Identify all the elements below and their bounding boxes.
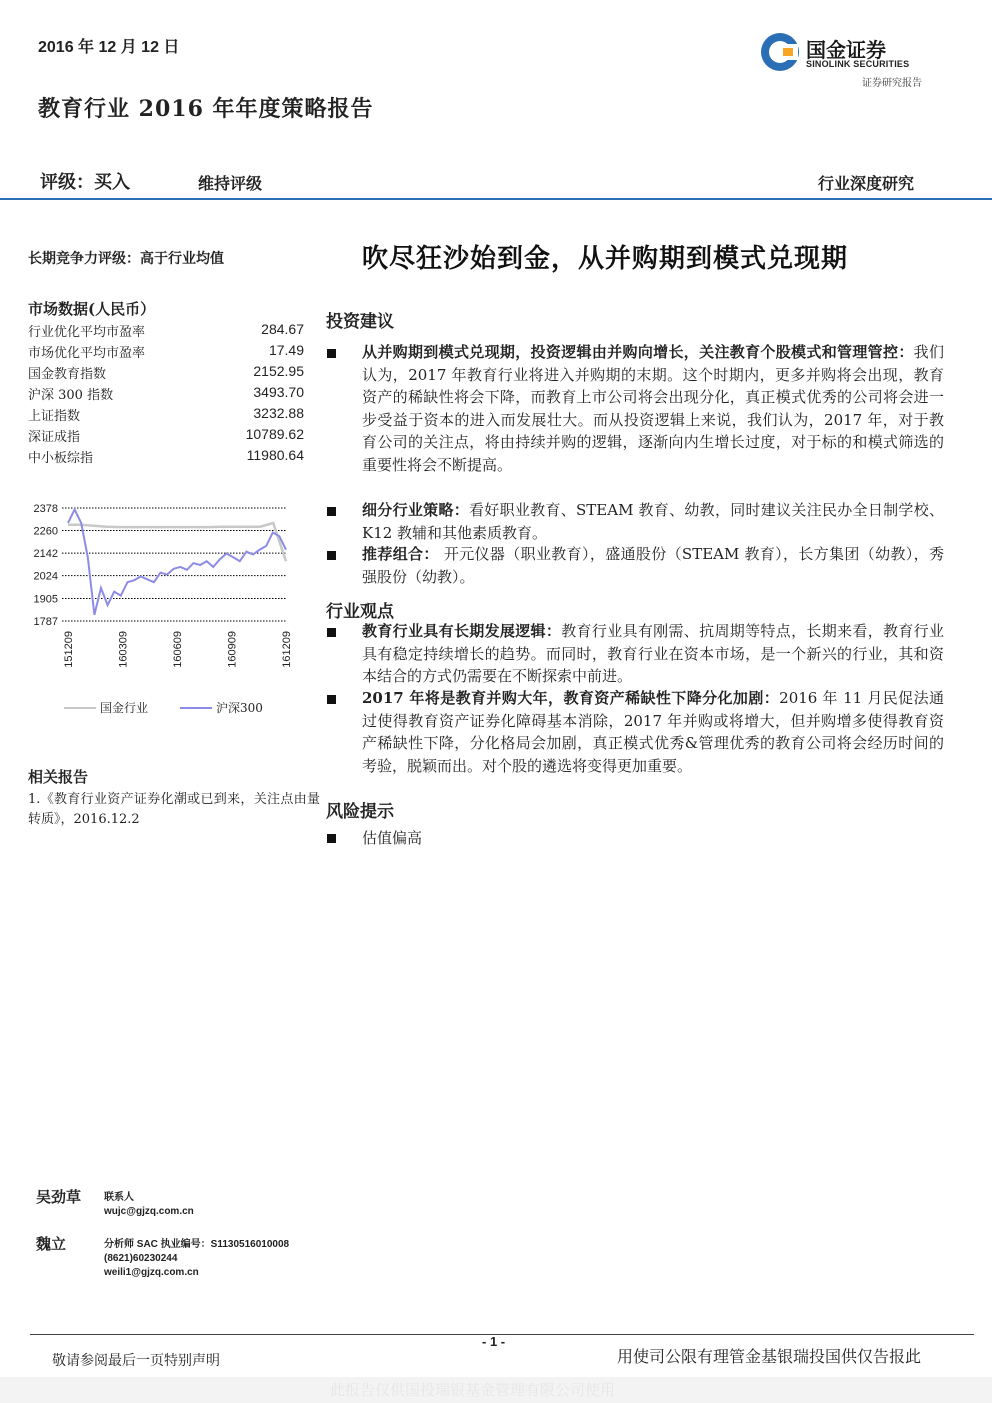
market-row — [28, 342, 304, 363]
bullet-icon — [327, 507, 336, 516]
chart-legend-label: 国金行业 — [100, 701, 149, 715]
chart-y-tick-label: 2142 — [33, 548, 58, 561]
market-data-title: 市场数据(人民币） — [28, 300, 156, 318]
market-value: 2152.95 — [253, 363, 304, 379]
market-label: 行业优化平均市盈率 — [28, 325, 146, 340]
page-number: - 1 - — [482, 1334, 506, 1349]
market-row — [28, 426, 304, 447]
report-type: 行业深度研究 — [818, 174, 915, 193]
market-row — [28, 384, 304, 405]
market-value: 284.67 — [261, 321, 304, 337]
analyst-info — [104, 1238, 289, 1280]
chart-x-tick-label: 151209 — [63, 631, 75, 668]
view-item-text: 教育行业具有刚需、抗周期等特点，长期来看，教育行业具有稳定持续增长的趋势。而同时，教育行业在资本市场，是一个新兴的行业，其和资本结合的方式仍需要在不断探索中前进。 — [362, 622, 944, 685]
logo-subtitle: 证券研究报告 — [862, 78, 922, 89]
market-value: 11980.64 — [246, 447, 304, 463]
footer-disclaimer-note: 敬请参阅最后一页特别声明 — [52, 1353, 220, 1369]
invest-item — [362, 543, 944, 588]
bullet-icon — [327, 695, 336, 704]
related-report-link[interactable]: 1.《教育行业资产证券化潮或已到来，关注点由量转质》，2016.12.2 — [28, 792, 320, 827]
analyst-name: 魏立 — [36, 1235, 67, 1253]
view-item — [362, 687, 944, 777]
chart-y-tick-label: 2024 — [33, 570, 58, 583]
bullet-icon — [327, 349, 336, 358]
competitiveness-rating: 长期竞争力评级：高于行业均值 — [28, 251, 224, 267]
view-item-heading: 2017 年将是教育并购大年，教育资产稀缺性下降分化加剧： — [362, 689, 780, 707]
analyst-sac: 分析师 SAC 执业编号：S1130516010008 — [104, 1239, 290, 1250]
main-title: 吹尽狂沙始到金，从并购期到模式兑现期 — [362, 244, 849, 274]
index-line-chart — [20, 492, 320, 722]
market-value: 10789.62 — [245, 426, 304, 442]
rating: 评级：买入 — [40, 172, 130, 193]
invest-item-heading: 推荐组合： — [362, 545, 439, 563]
market-row — [28, 405, 304, 426]
analyst-email[interactable]: weili1@gjzq.com.cn — [104, 1267, 199, 1278]
market-label: 上证指数 — [28, 409, 81, 424]
market-label: 中小板综指 — [28, 451, 94, 466]
analyst-email[interactable]: wujc@gjzq.com.cn — [104, 1206, 194, 1217]
analyst-info — [104, 1191, 194, 1219]
risk-section-title: 风险提示 — [326, 802, 394, 822]
chart-y-tick-label: 2260 — [33, 525, 58, 538]
view-item — [362, 620, 944, 688]
chart-x-tick-label: 160309 — [117, 631, 130, 668]
view-item-text: 2016 年 11 月民促法通过使得教育资产证券化障碍基本消除，2017 年并购或将增大，但并购增多使得教育资产稀缺性下降，分化格局会加剧，真正模式优秀&管理优秀的教育公司将会经历时间的考验，脱颖而出。对个股的遴选将变得更加重要。 — [362, 689, 944, 775]
market-label: 市场优化平均市盈率 — [28, 346, 146, 361]
chart-y-tick-label: 2378 — [33, 503, 58, 515]
market-label: 沪深 300 指数 — [28, 388, 114, 403]
chart-x-tick-label: 161209 — [281, 631, 293, 668]
invest-item — [362, 499, 944, 544]
view-section-title: 行业观点 — [326, 602, 394, 622]
chart-y-tick-label: 1905 — [33, 593, 58, 606]
invest-item-text: 我们认为，2017 年教育行业将进入并购期的末期。这个时期内，更多并购将会出现，教育资产的稀缺性将会下降，而教育上市公司将会出现分化，真正模式优秀的公司将会进一步受益于资本的进入而发展壮大。而从投资逻辑上来说，我们认为，2017 年，对于教育公司的关注点，将由持续并购的逻辑，逐渐向内生增长过度，对于标的和模式筛选的重要性将会不断提高。 — [362, 343, 944, 474]
analyst-name: 吴劲草 — [36, 1188, 82, 1206]
related-reports-title: 相关报告 — [28, 768, 89, 786]
analyst-phone: (8621)60230244 — [104, 1253, 178, 1264]
risk-item: 估值偏高 — [362, 829, 423, 847]
market-row — [28, 321, 304, 342]
chart-y-tick-label: 1787 — [33, 616, 58, 628]
market-row — [28, 363, 304, 384]
analyst-role: 联系人 — [104, 1192, 134, 1203]
invest-item — [362, 341, 944, 476]
market-value: 17.49 — [268, 342, 304, 358]
invest-item-text: 看好职业教育、STEAM 教育、幼教，同时建议关注民办全日制学校、K12 教辅和其他素质教育。 — [362, 501, 944, 542]
market-label: 国金教育指数 — [28, 367, 107, 382]
bullet-icon — [327, 551, 336, 560]
chart-legend-label: 沪深300 — [216, 701, 263, 715]
chart-x-tick-label: 160909 — [226, 631, 239, 668]
market-row — [28, 447, 304, 468]
watermark: 此报告仅供国投瑞银基金管理有限公司使用 — [330, 1382, 616, 1399]
market-label: 深证成指 — [28, 430, 81, 445]
header-divider — [0, 198, 992, 200]
invest-item-heading: 细分行业策略： — [362, 501, 470, 519]
market-value: 3232.88 — [253, 405, 304, 421]
logo-text-en: SINOLINK SECURITIES — [806, 59, 910, 69]
market-value: 3493.70 — [253, 384, 304, 400]
bullet-icon — [327, 834, 336, 843]
view-item-heading: 教育行业具有长期发展逻辑： — [362, 622, 562, 640]
logo-text-cn: 国金证券 — [806, 40, 886, 62]
invest-item-text: 开元仪器（职业教育），盛通股份（STEAM 教育），长方集团（幼教），秀强股份（幼教）。 — [362, 545, 944, 586]
rating-maintain: 维持评级 — [198, 174, 263, 193]
bullet-icon — [327, 628, 336, 637]
invest-section-title: 投资建议 — [326, 312, 394, 332]
chart-x-tick-label: 160609 — [172, 631, 184, 668]
invest-item-heading: 从并购期到模式兑现期，投资逻辑由并购向增长，关注教育个股模式和管理管控： — [362, 343, 914, 361]
report-date: 2016 年 12 月 12 日 — [38, 39, 180, 56]
footer-mirrored-text: 用使司公限有理管金基银瑞投国供仅告报此 — [617, 1349, 922, 1366]
report-title: 教育行业 2016 年年度策略报告 — [38, 96, 374, 122]
